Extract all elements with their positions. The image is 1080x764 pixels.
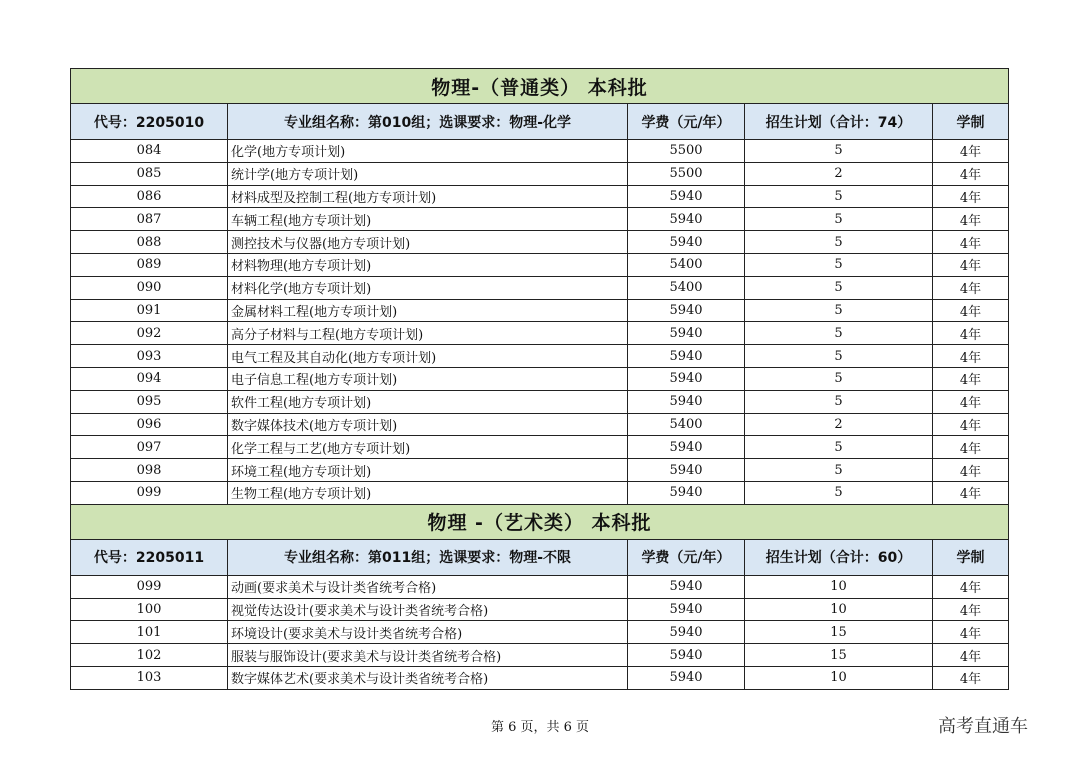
duration: 4年 <box>933 322 1009 345</box>
table-row <box>71 276 1009 299</box>
duration-header: 学制 <box>933 539 1009 575</box>
enrollment-plan: 10 <box>745 666 933 689</box>
duration: 4年 <box>933 481 1009 504</box>
major-name: 化学工程与工艺(地方专项计划) <box>228 436 628 459</box>
major-code: 094 <box>71 367 228 390</box>
duration: 4年 <box>933 459 1009 482</box>
major-name: 视觉传达设计(要求美术与设计类省统考合格) <box>228 598 628 621</box>
table-row <box>71 367 1009 390</box>
duration: 4年 <box>933 185 1009 208</box>
section-title: 物理-（普通类） 本科批 <box>71 69 1009 104</box>
major-name: 数字媒体艺术(要求美术与设计类省统考合格) <box>228 666 628 689</box>
fee-header: 学费（元/年） <box>628 539 745 575</box>
plan-header: 招生计划（合计：60） <box>745 539 933 575</box>
tuition-fee: 5940 <box>628 598 745 621</box>
watermark: 高考直通车 <box>938 716 1028 737</box>
duration: 4年 <box>933 575 1009 598</box>
major-name: 数字媒体技术(地方专项计划) <box>228 413 628 436</box>
enrollment-plan: 10 <box>745 575 933 598</box>
major-name: 测控技术与仪器(地方专项计划) <box>228 231 628 254</box>
tuition-fee: 5500 <box>628 162 745 185</box>
major-code: 085 <box>71 162 228 185</box>
table-row <box>71 322 1009 345</box>
group-name-requirement: 专业组名称：第010组；选课要求：物理-化学 <box>228 104 628 140</box>
enrollment-plan: 5 <box>745 345 933 368</box>
major-name: 服装与服饰设计(要求美术与设计类省统考合格) <box>228 644 628 667</box>
major-code: 099 <box>71 575 228 598</box>
table-row <box>71 231 1009 254</box>
major-code: 096 <box>71 413 228 436</box>
section-title-row <box>71 69 1009 104</box>
major-name: 电气工程及其自动化(地方专项计划) <box>228 345 628 368</box>
major-name: 材料化学(地方专项计划) <box>228 276 628 299</box>
tuition-fee: 5940 <box>628 345 745 368</box>
section-title-row <box>71 504 1009 539</box>
major-code: 086 <box>71 185 228 208</box>
duration: 4年 <box>933 231 1009 254</box>
table-row <box>71 481 1009 504</box>
table-row <box>71 345 1009 368</box>
table-row <box>71 621 1009 644</box>
enrollment-plan: 5 <box>745 299 933 322</box>
duration: 4年 <box>933 367 1009 390</box>
section-header-row <box>71 539 1009 575</box>
enrollment-plan: 5 <box>745 208 933 231</box>
major-code: 091 <box>71 299 228 322</box>
major-code: 090 <box>71 276 228 299</box>
duration: 4年 <box>933 345 1009 368</box>
tuition-fee: 5500 <box>628 140 745 163</box>
enrollment-plan: 5 <box>745 322 933 345</box>
enrollment-plan: 5 <box>745 390 933 413</box>
table-row <box>71 185 1009 208</box>
tuition-fee: 5940 <box>628 185 745 208</box>
tuition-fee: 5400 <box>628 413 745 436</box>
major-code: 098 <box>71 459 228 482</box>
enrollment-plan: 2 <box>745 413 933 436</box>
major-name: 材料成型及控制工程(地方专项计划) <box>228 185 628 208</box>
tuition-fee: 5940 <box>628 390 745 413</box>
major-code: 102 <box>71 644 228 667</box>
table-row <box>71 162 1009 185</box>
duration-header: 学制 <box>933 104 1009 140</box>
major-code: 101 <box>71 621 228 644</box>
major-name: 软件工程(地方专项计划) <box>228 390 628 413</box>
major-code: 084 <box>71 140 228 163</box>
major-name: 材料物理(地方专项计划) <box>228 253 628 276</box>
group-code: 代号：2205010 <box>71 104 228 140</box>
duration: 4年 <box>933 621 1009 644</box>
tuition-fee: 5940 <box>628 666 745 689</box>
duration: 4年 <box>933 299 1009 322</box>
major-name: 车辆工程(地方专项计划) <box>228 208 628 231</box>
duration: 4年 <box>933 666 1009 689</box>
tuition-fee: 5940 <box>628 621 745 644</box>
table-row <box>71 208 1009 231</box>
section-title: 物理 -（艺术类） 本科批 <box>71 504 1009 539</box>
major-code: 088 <box>71 231 228 254</box>
tuition-fee: 5940 <box>628 644 745 667</box>
group-name-requirement: 专业组名称：第011组；选课要求：物理-不限 <box>228 539 628 575</box>
major-name: 环境工程(地方专项计划) <box>228 459 628 482</box>
major-name: 环境设计(要求美术与设计类省统考合格) <box>228 621 628 644</box>
major-name: 生物工程(地方专项计划) <box>228 481 628 504</box>
major-code: 095 <box>71 390 228 413</box>
major-code: 087 <box>71 208 228 231</box>
major-code: 100 <box>71 598 228 621</box>
table-row <box>71 644 1009 667</box>
major-code: 093 <box>71 345 228 368</box>
tuition-fee: 5940 <box>628 231 745 254</box>
enrollment-plan: 5 <box>745 253 933 276</box>
enrollment-plan: 10 <box>745 598 933 621</box>
duration: 4年 <box>933 390 1009 413</box>
page-footer: 第 6 页，共 6 页 <box>490 720 590 735</box>
tuition-fee: 5940 <box>628 322 745 345</box>
admission-plan-table <box>70 68 1009 690</box>
major-code: 099 <box>71 481 228 504</box>
duration: 4年 <box>933 413 1009 436</box>
enrollment-plan: 5 <box>745 459 933 482</box>
duration: 4年 <box>933 208 1009 231</box>
enrollment-plan: 5 <box>745 140 933 163</box>
enrollment-plan: 15 <box>745 644 933 667</box>
enrollment-plan: 5 <box>745 276 933 299</box>
group-code: 代号：2205011 <box>71 539 228 575</box>
tuition-fee: 5940 <box>628 436 745 459</box>
tuition-fee: 5940 <box>628 459 745 482</box>
major-code: 089 <box>71 253 228 276</box>
duration: 4年 <box>933 276 1009 299</box>
enrollment-plan: 5 <box>745 367 933 390</box>
duration: 4年 <box>933 598 1009 621</box>
enrollment-plan: 2 <box>745 162 933 185</box>
enrollment-plan: 5 <box>745 231 933 254</box>
major-code: 097 <box>71 436 228 459</box>
table-row <box>71 666 1009 689</box>
duration: 4年 <box>933 253 1009 276</box>
major-name: 高分子材料与工程(地方专项计划) <box>228 322 628 345</box>
major-code: 092 <box>71 322 228 345</box>
enrollment-plan: 5 <box>745 185 933 208</box>
enrollment-plan: 15 <box>745 621 933 644</box>
duration: 4年 <box>933 162 1009 185</box>
tuition-fee: 5940 <box>628 367 745 390</box>
fee-header: 学费（元/年） <box>628 104 745 140</box>
tuition-fee: 5940 <box>628 575 745 598</box>
table-row <box>71 140 1009 163</box>
tuition-fee: 5400 <box>628 276 745 299</box>
table-row <box>71 575 1009 598</box>
table-row <box>71 436 1009 459</box>
table-body <box>71 69 1009 690</box>
major-name: 金属材料工程(地方专项计划) <box>228 299 628 322</box>
table-row <box>71 413 1009 436</box>
tuition-fee: 5940 <box>628 299 745 322</box>
major-name: 统计学(地方专项计划) <box>228 162 628 185</box>
duration: 4年 <box>933 436 1009 459</box>
tuition-fee: 5940 <box>628 208 745 231</box>
table-row <box>71 299 1009 322</box>
table-row <box>71 390 1009 413</box>
table-row <box>71 598 1009 621</box>
table-row <box>71 253 1009 276</box>
major-name: 动画(要求美术与设计类省统考合格) <box>228 575 628 598</box>
major-name: 电子信息工程(地方专项计划) <box>228 367 628 390</box>
tuition-fee: 5400 <box>628 253 745 276</box>
duration: 4年 <box>933 644 1009 667</box>
section-header-row <box>71 104 1009 140</box>
enrollment-plan: 5 <box>745 481 933 504</box>
tuition-fee: 5940 <box>628 481 745 504</box>
enrollment-plan: 5 <box>745 436 933 459</box>
major-name: 化学(地方专项计划) <box>228 140 628 163</box>
duration: 4年 <box>933 140 1009 163</box>
major-code: 103 <box>71 666 228 689</box>
plan-header: 招生计划（合计：74） <box>745 104 933 140</box>
table-row <box>71 459 1009 482</box>
